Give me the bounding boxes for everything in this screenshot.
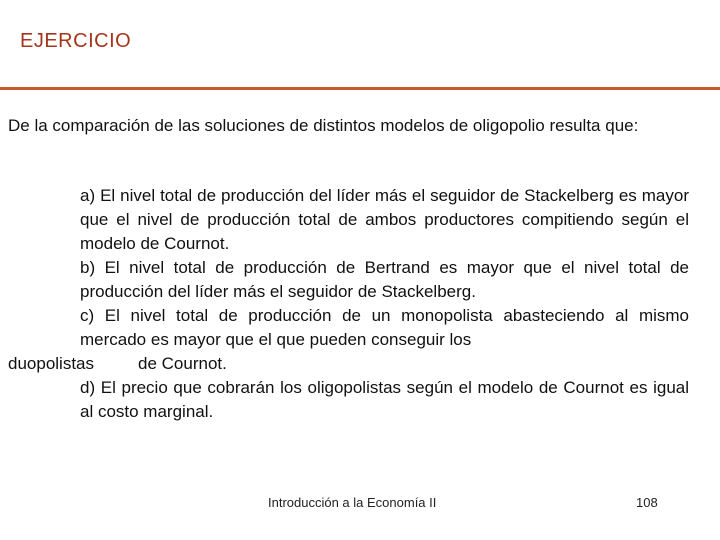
title-divider — [0, 87, 720, 90]
page-number: 108 — [636, 495, 658, 510]
option-c: c) El nivel total de producción de un monopolista abasteciendo al mismo mercado es mayor que el que pueden conseguir los — [80, 306, 689, 349]
slide-title: EJERCICIO — [20, 30, 132, 52]
footer-course-name: Introducción a la Economía II — [268, 495, 437, 510]
option-a: a) El nivel total de producción del líder más el seguidor de Stackelberg es mayor que el nivel de producción total de ambos productores compitiendo según el modelo de Cournot. — [80, 186, 689, 253]
answer-options — [8, 184, 689, 424]
exercise-intro: De la comparación de las soluciones de distintos modelos de oligopolio resulta que: — [8, 116, 639, 135]
option-b: b) El nivel total de producción de Bertrand es mayor que el nivel total de producción del líder más el seguidor de Stackelberg. — [80, 258, 689, 301]
option-d: d) El precio que cobrarán los oligopolistas según el modelo de Cournot es igual al costo marginal. — [80, 378, 689, 421]
option-c-continuation — [8, 352, 689, 376]
option-c-tail: de Cournot. — [138, 354, 227, 373]
option-c-word: duopolistas — [8, 354, 95, 373]
